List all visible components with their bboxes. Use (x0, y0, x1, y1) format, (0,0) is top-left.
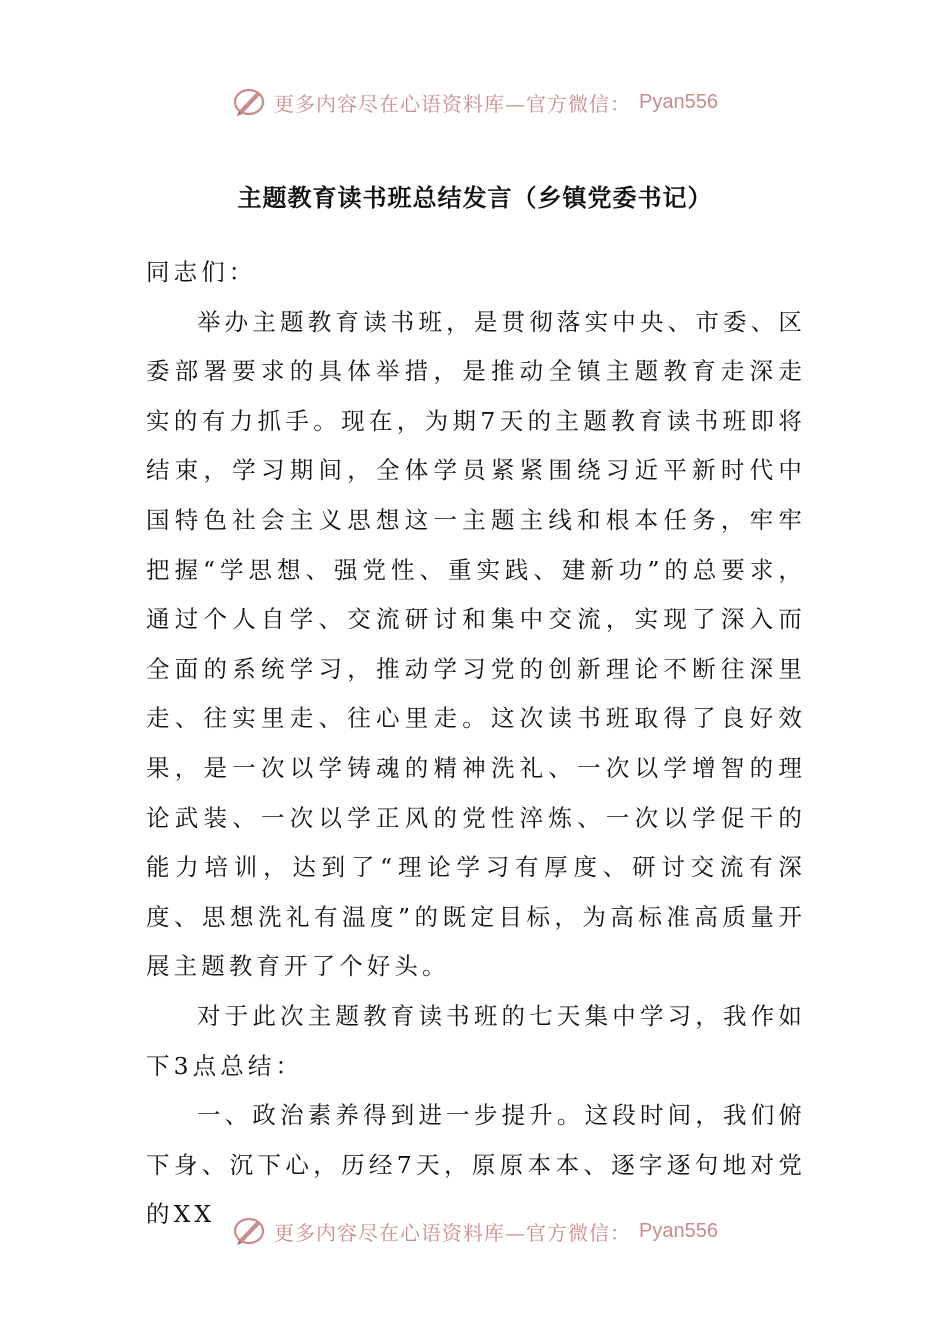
paragraph: 举办主题教育读书班，是贯彻落实中央、市委、区委部署要求的具体举措，是推动全镇主题教育走深走实的有力抓手。现在，为期7天的主题教育读书班即将结束，学习期间，全体学员紧紧围绕习近平新时代中国特色社会主义思想这一主题主线和根本任务，牢牢把握“学思想、强党性、重实践、建新功”的总要求，通过个人自学、交流研讨和集中交流，实现了深入而全面的系统学习，推动学习党的创新理论不断往深里走、往实里走、往心里走。这次读书班取得了良好效果，是一次以学铸魂的精神洗礼、一次以学增智的理论武装、一次以学正风的党性淬炼、一次以学促干的能力培训，达到了“理论学习有厚度、研讨交流有深度、思想洗礼有温度”的既定目标，为高标准高质量开展主题教育开了个好头。 (146, 307, 806, 981)
document-title: 主题教育读书班总结发言（乡镇党委书记） (237, 183, 713, 212)
watermark-wechat-id: Pyan556 (639, 1219, 718, 1242)
paragraph: 对于此次主题教育读书班的七天集中学习，我作如下3点总结： (146, 1001, 806, 1080)
paragraph: 一、政治素养得到进一步提升。这段时间，我们俯下身、沉下心，历经7天，原原本本、逐字逐句地对党的XX (146, 1101, 806, 1229)
watermark-wechat-id: Pyan556 (639, 90, 718, 113)
footer-watermark (0, 1211, 950, 1251)
pen-logo-icon (232, 85, 266, 119)
salutation: 同志们： (146, 258, 257, 286)
pen-logo-icon (232, 1214, 266, 1248)
watermark-text: 更多内容尽在心语资料库—官方微信： (274, 1220, 632, 1245)
header-watermark (0, 82, 950, 122)
watermark-text: 更多内容尽在心语资料库—官方微信： (274, 91, 632, 116)
document-body (146, 248, 806, 1240)
